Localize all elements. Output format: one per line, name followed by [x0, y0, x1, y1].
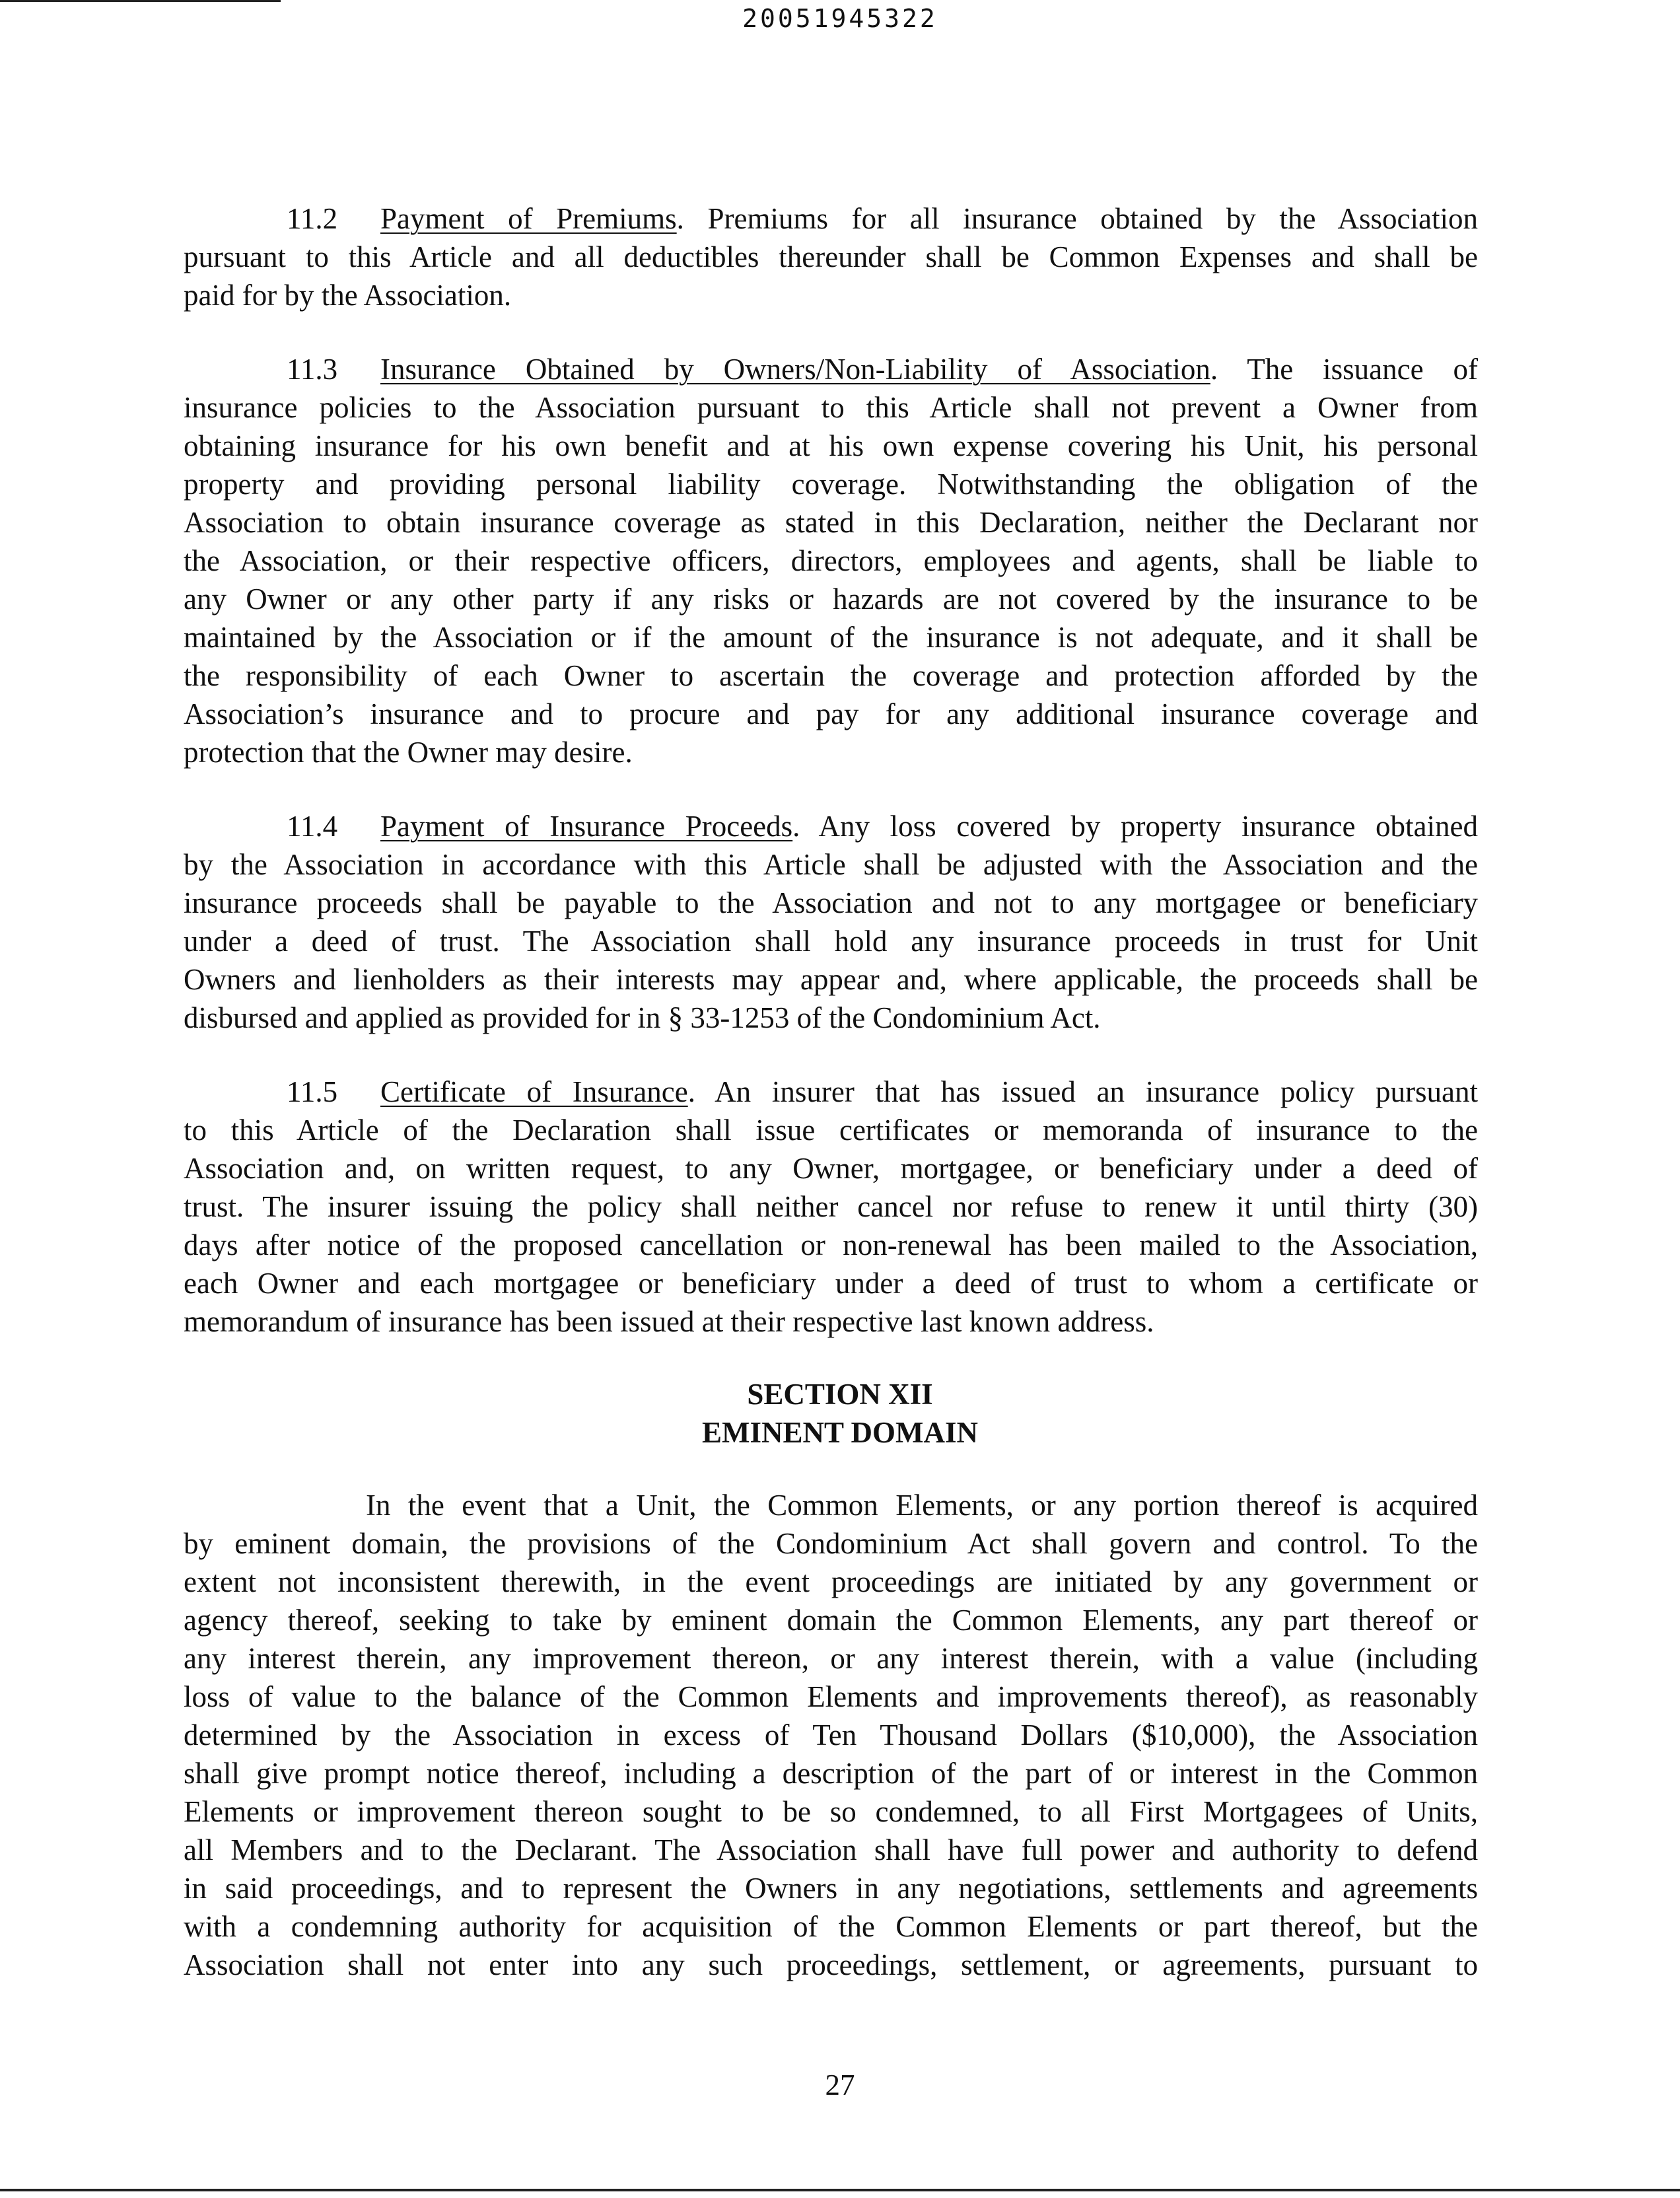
section-subheading: EMINENT DOMAIN: [702, 1416, 978, 1449]
paragraph-11-3-line-2: insurance policies to the Association pursuant to this Article shall not prevent a Owner from: [184, 391, 1478, 424]
section-number-11-5: 11.5: [287, 1075, 338, 1108]
bottom-edge-rule: [0, 2189, 1680, 2191]
paragraph-11-4-line-4: under a deed of trust. The Association shall hold any insurance proceeds in trust for Unit: [184, 925, 1478, 958]
paragraph-11-4-line-3: insurance proceeds shall be payable to the Association and not to any mortgagee or beneficiary: [184, 886, 1478, 919]
paragraph-11-3-line-5: Association to obtain insurance coverage as stated in this Declaration, neither the Declarant nor: [184, 506, 1478, 539]
paragraph-12-line-12: with a condemning authority for acquisition of the Common Elements or part thereof, but the: [184, 1910, 1478, 1943]
paragraph-11-3-line-4: property and providing personal liability coverage. Notwithstanding the obligation of the: [184, 468, 1478, 501]
paragraph-12-line-11: in said proceedings, and to represent the Owners in any negotiations, settlements and agreements: [184, 1872, 1478, 1905]
paragraph-12-line-1: In the event that a Unit, the Common Elements, or any portion thereof is acquired: [366, 1489, 1478, 1522]
paragraph-12-line-7: determined by the Association in excess of Ten Thousand Dollars ($10,000), the Association: [184, 1719, 1478, 1752]
paragraph-11-5-line-6: each Owner and each mortgagee or beneficiary under a deed of trust to whom a certificate or: [184, 1267, 1478, 1300]
paragraph-11-4-line-5: Owners and lienholders as their interests may appear and, where applicable, the proceeds shall be: [184, 963, 1478, 996]
paragraph-11-4-line-2: by the Association in accordance with this Article shall be adjusted with the Association and the: [184, 848, 1478, 881]
paragraph-11-5-line-5: days after notice of the proposed cancellation or non-renewal has been mailed to the Association,: [184, 1228, 1478, 1261]
paragraph-11-2-line-2: pursuant to this Article and all deductibles thereunder shall be Common Expenses and shall be: [184, 240, 1478, 273]
paragraph-11-3-line-1: [287, 350, 1478, 388]
section-title-11-2: Payment of Premiums: [380, 202, 677, 235]
paragraph-12-line-3: extent not inconsistent therewith, in the event proceedings are initiated by any government or: [184, 1565, 1478, 1598]
paragraph-11-5-line-7: memorandum of insurance has been issued at their respective last known address.: [184, 1305, 1154, 1338]
paragraph-12-line-2: by eminent domain, the provisions of the Condominium Act shall govern and control. To the: [184, 1527, 1478, 1560]
page-number: 27: [825, 2069, 855, 2102]
paragraph-11-4-line-1: [287, 807, 1478, 845]
paragraph-11-5-line-4: trust. The insurer issuing the policy shall neither cancel nor refuse to renew it until thirty (30): [184, 1190, 1478, 1223]
paragraph-11-3-line-8: maintained by the Association or if the amount of the insurance is not adequate, and it shall be: [184, 621, 1478, 654]
top-edge-rule: [0, 0, 281, 2]
paragraph-text: . Any loss covered by property insurance obtained: [792, 810, 1479, 843]
section-number-11-4: 11.4: [287, 810, 338, 843]
paragraph-11-3-line-3: obtaining insurance for his own benefit and at his own expense covering his Unit, his personal: [184, 429, 1478, 462]
paragraph-11-3-line-6: the Association, or their respective officers, directors, employees and agents, shall be liable to: [184, 544, 1478, 577]
paragraph-12-line-5: any interest therein, any improvement thereon, or any interest therein, with a value (including: [184, 1642, 1478, 1675]
paragraph-11-3-line-10: Association’s insurance and to procure and pay for any additional insurance coverage and: [184, 697, 1478, 730]
paragraph-11-5-line-1: [287, 1073, 1478, 1111]
document-number: 20051945322: [742, 4, 938, 33]
paragraph-11-3-line-9: the responsibility of each Owner to ascertain the coverage and protection afforded by the: [184, 659, 1478, 692]
paragraph-text: . The issuance of: [1210, 353, 1478, 386]
paragraph-12-line-9: Elements or improvement thereon sought to be so condemned, to all First Mortgagees of Units,: [184, 1795, 1478, 1828]
paragraph-11-5-line-2: to this Article of the Declaration shall issue certificates or memoranda of insurance to the: [184, 1114, 1478, 1147]
paragraph-11-4-line-6: disbursed and applied as provided for in § 33-1253 of the Condominium Act.: [184, 1001, 1101, 1034]
section-number-11-3: 11.3: [287, 353, 338, 386]
section-number-11-2: 11.2: [287, 202, 338, 235]
section-title-11-5: Certificate of Insurance: [380, 1075, 688, 1108]
paragraph-12-line-4: agency thereof, seeking to take by eminent domain the Common Elements, any part thereof or: [184, 1604, 1478, 1637]
paragraph-text: . Premiums for all insurance obtained by the Association: [676, 202, 1479, 235]
section-title-11-4: Payment of Insurance Proceeds: [380, 810, 793, 843]
paragraph-12-line-13: Association shall not enter into any such proceedings, settlement, or agreements, pursuant to: [184, 1948, 1478, 1981]
paragraph-text: . An insurer that has issued an insurance policy pursuant: [687, 1075, 1479, 1108]
paragraph-11-2-line-3: paid for by the Association.: [184, 279, 512, 312]
paragraph-12-line-6: loss of value to the balance of the Common Elements and improvements thereof), as reasonably: [184, 1680, 1478, 1713]
section-heading: SECTION XII: [747, 1378, 933, 1411]
paragraph-11-3-line-7: any Owner or any other party if any risks or hazards are not covered by the insurance to be: [184, 583, 1478, 616]
paragraph-12-line-10: all Members and to the Declarant. The Association shall have full power and authority to defend: [184, 1833, 1478, 1866]
paragraph-11-2-line-1: [287, 199, 1478, 238]
section-title-11-3: Insurance Obtained by Owners/Non-Liability of Association: [380, 353, 1210, 386]
paragraph-12-line-8: shall give prompt notice thereof, including a description of the part of or interest in the Common: [184, 1757, 1478, 1790]
paragraph-11-5-line-3: Association and, on written request, to any Owner, mortgagee, or beneficiary under a deed of: [184, 1152, 1478, 1185]
paragraph-11-3-line-11: protection that the Owner may desire.: [184, 736, 633, 769]
